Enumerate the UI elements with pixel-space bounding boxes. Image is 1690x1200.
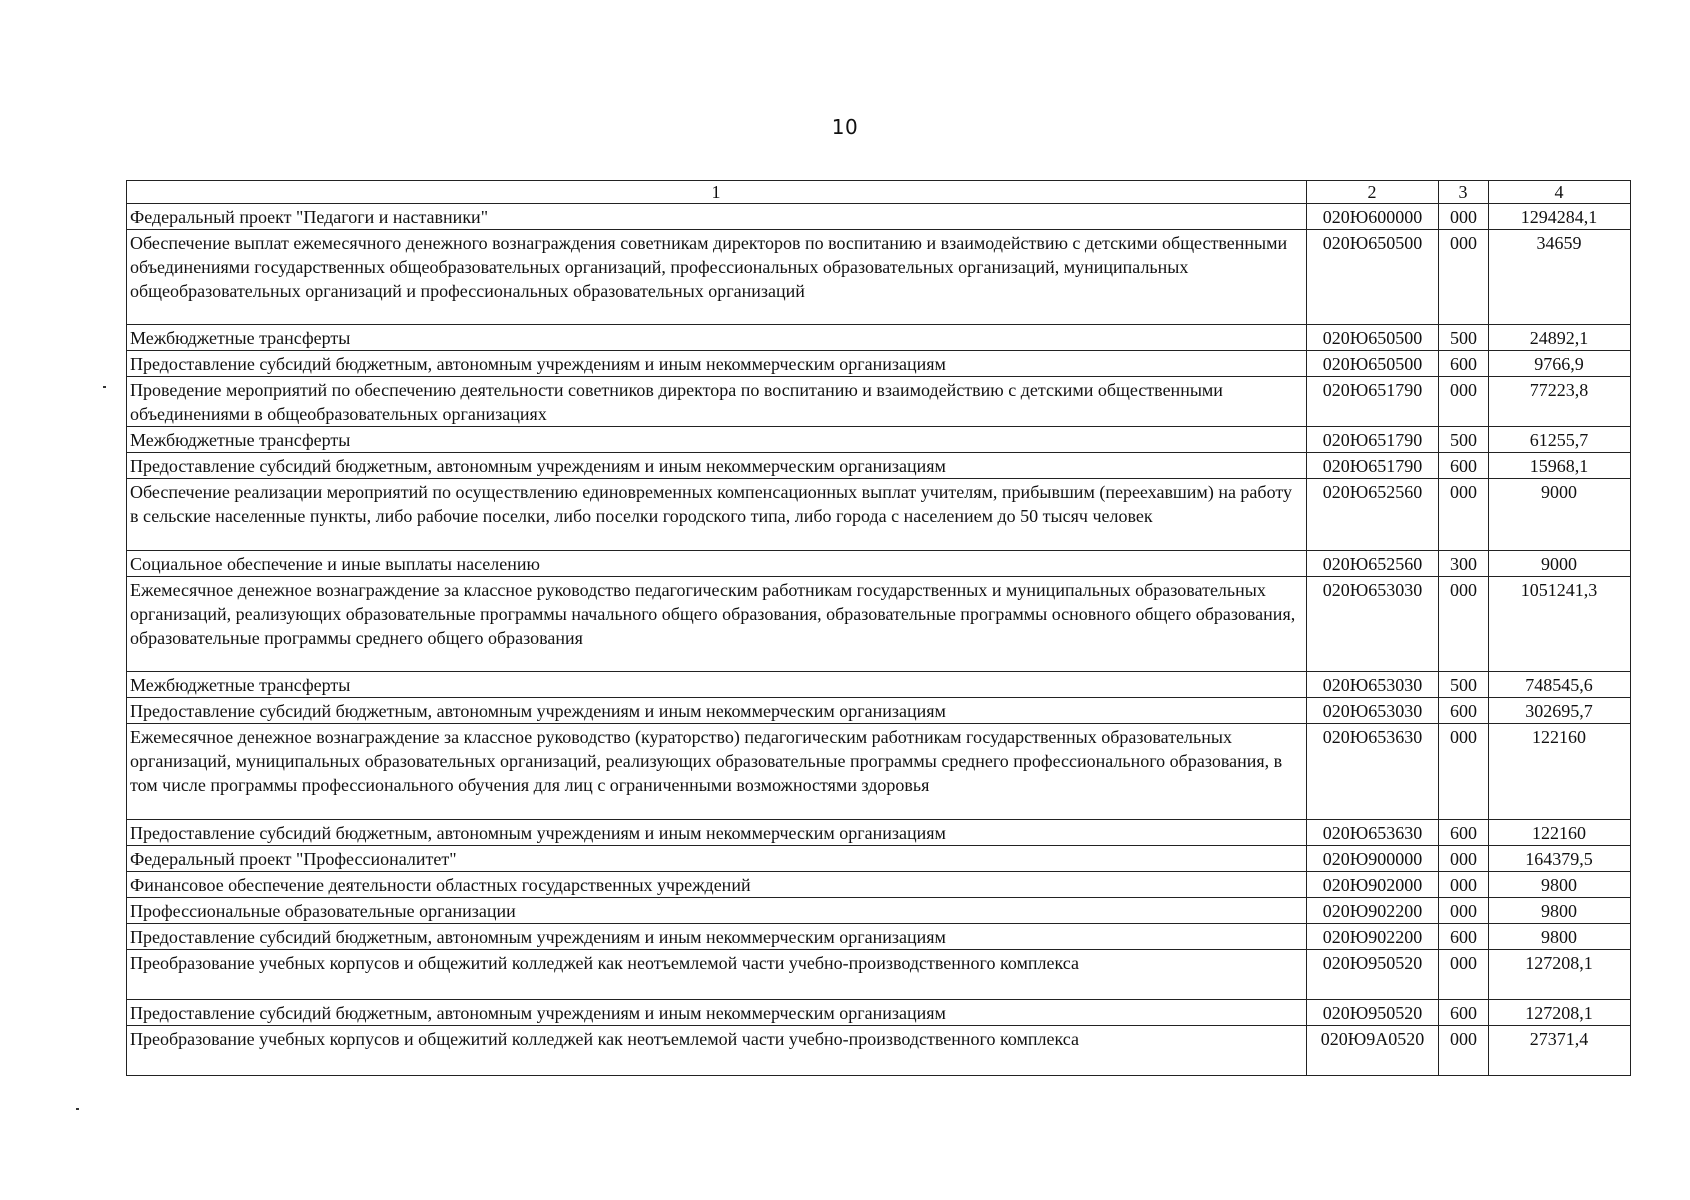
table-row xyxy=(127,898,1631,924)
row-type: 000 xyxy=(1439,230,1489,325)
row-sum: 9000 xyxy=(1489,551,1631,577)
table-row xyxy=(127,846,1631,872)
row-sum: 61255,7 xyxy=(1489,427,1631,453)
table-row xyxy=(127,325,1631,351)
row-type: 000 xyxy=(1439,377,1489,427)
row-type: 600 xyxy=(1439,1000,1489,1026)
row-name: Обеспечение выплат ежемесячного денежного вознаграждения советникам директоров по воспитанию и взаимодействию с детскими общественными объединениями государственных общеобразовательных организаций, профессиональных образовательных организаций, муниципальных общеобразовательных организаций и профессиональных образовательных организаций xyxy=(127,230,1307,325)
row-type: 500 xyxy=(1439,325,1489,351)
row-sum: 127208,1 xyxy=(1489,950,1631,1000)
column-header-sum: 4 xyxy=(1489,181,1631,204)
row-sum: 24892,1 xyxy=(1489,325,1631,351)
row-sum: 164379,5 xyxy=(1489,846,1631,872)
row-sum: 9800 xyxy=(1489,872,1631,898)
row-name: Межбюджетные трансферты xyxy=(127,427,1307,453)
table-row xyxy=(127,724,1631,820)
table-row xyxy=(127,698,1631,724)
table-row xyxy=(127,672,1631,698)
scan-speck xyxy=(103,386,106,388)
row-code: 020Ю653030 xyxy=(1307,672,1439,698)
row-code: 020Ю653030 xyxy=(1307,698,1439,724)
column-header-name: 1 xyxy=(127,181,1307,204)
table-row xyxy=(127,1000,1631,1026)
row-type: 000 xyxy=(1439,898,1489,924)
row-sum: 15968,1 xyxy=(1489,453,1631,479)
row-name: Федеральный проект "Профессионалитет" xyxy=(127,846,1307,872)
row-name: Предоставление субсидий бюджетным, автономным учреждениям и иным некоммерческим организациям xyxy=(127,820,1307,846)
row-name: Предоставление субсидий бюджетным, автономным учреждениям и иным некоммерческим организациям xyxy=(127,698,1307,724)
row-sum: 77223,8 xyxy=(1489,377,1631,427)
row-code: 020Ю950520 xyxy=(1307,1000,1439,1026)
row-sum: 302695,7 xyxy=(1489,698,1631,724)
row-type: 600 xyxy=(1439,453,1489,479)
row-type: 000 xyxy=(1439,724,1489,820)
column-header-code: 2 xyxy=(1307,181,1439,204)
table-row xyxy=(127,427,1631,453)
table-row xyxy=(127,453,1631,479)
row-name: Проведение мероприятий по обеспечению деятельности советников директора по воспитанию и взаимодействию с детскими общественными объединениями в общеобразовательных организациях xyxy=(127,377,1307,427)
row-name: Ежемесячное денежное вознаграждение за классное руководство (кураторство) педагогическим работникам государственных образовательных организаций, муниципальных образовательных организаций, реализующих образовательные программы среднего профессионального образования, в том числе программы профессионального обучения для лиц с ограниченными возможностями здоровья xyxy=(127,724,1307,820)
row-name: Предоставление субсидий бюджетным, автономным учреждениям и иным некоммерческим организациям xyxy=(127,351,1307,377)
row-sum: 1294284,1 xyxy=(1489,204,1631,230)
row-sum: 122160 xyxy=(1489,724,1631,820)
row-code: 020Ю600000 xyxy=(1307,204,1439,230)
row-code: 020Ю650500 xyxy=(1307,351,1439,377)
row-code: 020Ю650500 xyxy=(1307,230,1439,325)
row-type: 000 xyxy=(1439,872,1489,898)
row-sum: 122160 xyxy=(1489,820,1631,846)
row-code: 020Ю652560 xyxy=(1307,551,1439,577)
page-number: 10 xyxy=(831,115,859,139)
row-type: 600 xyxy=(1439,351,1489,377)
row-code: 020Ю902000 xyxy=(1307,872,1439,898)
table-header-row xyxy=(127,181,1631,204)
table-row xyxy=(127,820,1631,846)
table-row xyxy=(127,479,1631,551)
row-sum: 9800 xyxy=(1489,898,1631,924)
row-name: Предоставление субсидий бюджетным, автономным учреждениям и иным некоммерческим организациям xyxy=(127,453,1307,479)
row-sum: 127208,1 xyxy=(1489,1000,1631,1026)
row-name: Предоставление субсидий бюджетным, автономным учреждениям и иным некоммерческим организациям xyxy=(127,924,1307,950)
table-row xyxy=(127,551,1631,577)
table-row xyxy=(127,577,1631,672)
row-type: 600 xyxy=(1439,924,1489,950)
table-row xyxy=(127,924,1631,950)
row-code: 020Ю650500 xyxy=(1307,325,1439,351)
row-code: 020Ю9А0520 xyxy=(1307,1026,1439,1076)
row-sum: 748545,6 xyxy=(1489,672,1631,698)
row-type: 000 xyxy=(1439,479,1489,551)
row-code: 020Ю653630 xyxy=(1307,820,1439,846)
row-code: 020Ю950520 xyxy=(1307,950,1439,1000)
budget-table xyxy=(126,180,1630,1076)
column-header-type: 3 xyxy=(1439,181,1489,204)
row-type: 600 xyxy=(1439,698,1489,724)
table-row xyxy=(127,377,1631,427)
table-row xyxy=(127,872,1631,898)
row-type: 600 xyxy=(1439,820,1489,846)
row-code: 020Ю651790 xyxy=(1307,377,1439,427)
row-name: Финансовое обеспечение деятельности областных государственных учреждений xyxy=(127,872,1307,898)
row-code: 020Ю652560 xyxy=(1307,479,1439,551)
row-code: 020Ю902200 xyxy=(1307,924,1439,950)
table-row xyxy=(127,230,1631,325)
row-type: 000 xyxy=(1439,950,1489,1000)
row-type: 000 xyxy=(1439,1026,1489,1076)
row-name: Преобразование учебных корпусов и общежитий колледжей как неотъемлемой части учебно-производственного комплекса xyxy=(127,1026,1307,1076)
row-name: Предоставление субсидий бюджетным, автономным учреждениям и иным некоммерческим организациям xyxy=(127,1000,1307,1026)
row-name: Федеральный проект "Педагоги и наставники" xyxy=(127,204,1307,230)
table-row xyxy=(127,950,1631,1000)
row-sum: 9766,9 xyxy=(1489,351,1631,377)
table-row xyxy=(127,204,1631,230)
row-code: 020Ю651790 xyxy=(1307,453,1439,479)
row-type: 000 xyxy=(1439,577,1489,672)
row-name: Профессиональные образовательные организации xyxy=(127,898,1307,924)
row-type: 000 xyxy=(1439,846,1489,872)
row-sum: 27371,4 xyxy=(1489,1026,1631,1076)
row-code: 020Ю651790 xyxy=(1307,427,1439,453)
budget-table-grid xyxy=(126,180,1631,1076)
row-code: 020Ю653030 xyxy=(1307,577,1439,672)
row-code: 020Ю902200 xyxy=(1307,898,1439,924)
row-type: 500 xyxy=(1439,427,1489,453)
row-type: 300 xyxy=(1439,551,1489,577)
row-name: Социальное обеспечение и иные выплаты населению xyxy=(127,551,1307,577)
row-sum: 9000 xyxy=(1489,479,1631,551)
row-name: Межбюджетные трансферты xyxy=(127,325,1307,351)
row-code: 020Ю653630 xyxy=(1307,724,1439,820)
row-sum: 34659 xyxy=(1489,230,1631,325)
row-type: 500 xyxy=(1439,672,1489,698)
scan-speck xyxy=(76,1108,79,1110)
row-sum: 9800 xyxy=(1489,924,1631,950)
row-sum: 1051241,3 xyxy=(1489,577,1631,672)
row-name: Обеспечение реализации мероприятий по осуществлению единовременных компенсационных выплат учителям, прибывшим (переехавшим) на работу в сельские населенные пункты, либо рабочие поселки, либо поселки городского типа, либо города с населением до 50 тысяч человек xyxy=(127,479,1307,551)
row-code: 020Ю900000 xyxy=(1307,846,1439,872)
table-row xyxy=(127,351,1631,377)
row-name: Межбюджетные трансферты xyxy=(127,672,1307,698)
row-type: 000 xyxy=(1439,204,1489,230)
table-row xyxy=(127,1026,1631,1076)
row-name: Ежемесячное денежное вознаграждение за классное руководство педагогическим работникам государственных и муниципальных образовательных организаций, реализующих образовательные программы начального общего образования, образовательные программы основного общего образования, образовательные программы среднего общего образования xyxy=(127,577,1307,672)
row-name: Преобразование учебных корпусов и общежитий колледжей как неотъемлемой части учебно-производственного комплекса xyxy=(127,950,1307,1000)
